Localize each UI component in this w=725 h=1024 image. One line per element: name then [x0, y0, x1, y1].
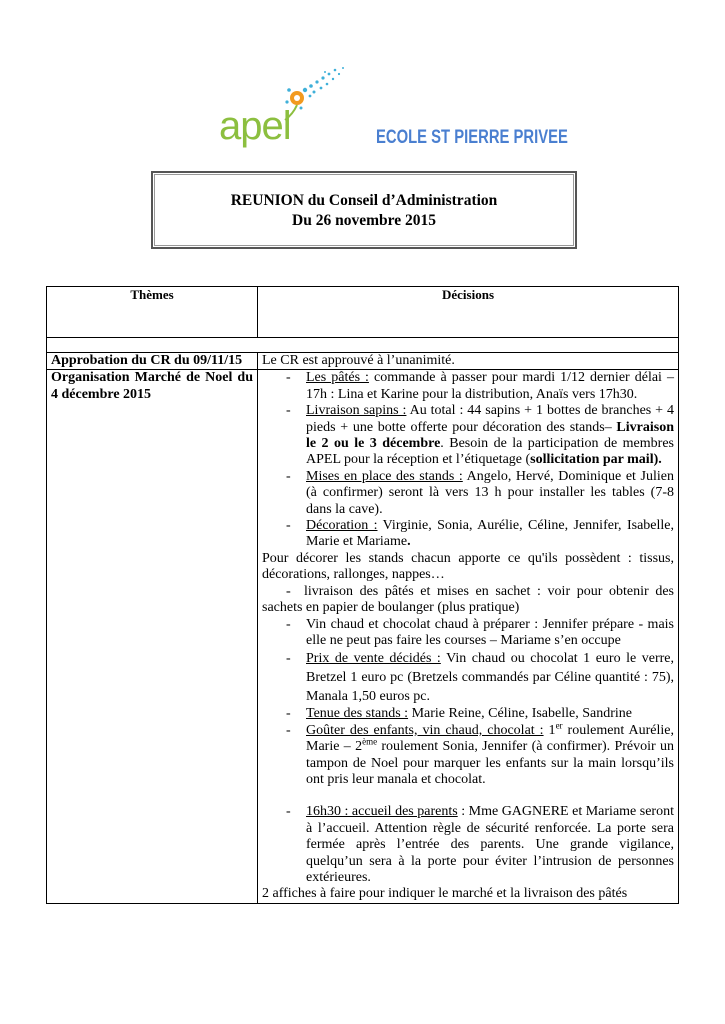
table-row [47, 353, 679, 370]
list-item: - Les pâtés : commande à passer pour mardi 1/12 dernier délai – 17h : Lina et Karine pour la distribution, Anaïs vers 17h30. [262, 370, 674, 403]
theme-cell: Approbation du CR du 09/11/15 [47, 353, 258, 370]
theme-text: Organisation Marché de Noel du 4 décembre 2015 [51, 370, 253, 402]
list-item: - 16h30 : accueil des parents : Mme GAGNERE et Mariame seront à l’accueil. Attention règle de sécurité renforcée. La porte sera fermée après l’entrée des parents. Une grande vigilance, quelqu’un sera à la porte pour éviter l’intrusion de personnes extérieures. [262, 804, 674, 886]
list-item: - Tenue des stands : Marie Reine, Céline, Isabelle, Sandrine [262, 706, 674, 722]
list-item: - - livraison des pâtés et mises en sachet : voir pour obtenir des sachets en papier de boulanger (plus pratique) [262, 584, 674, 617]
header-themes: Thèmes [47, 287, 258, 338]
minutes-table [46, 286, 679, 904]
decision-cell: Le CR est approuvé à l’unanimité. [258, 353, 679, 370]
logo-text: apel [219, 104, 291, 148]
list-item: - Mises en place des stands : Angelo, Hervé, Dominique et Julien (à confirmer) seront là vers 13 h pour installer les tables (7-8 dans la cave). [262, 469, 674, 518]
list-item: - Vin chaud et chocolat chaud à préparer : Jennifer prépare - mais elle ne peut pas faire les courses – Mariame s’en occupe [262, 617, 674, 650]
title-box [151, 171, 577, 249]
title-line2: Du 26 novembre 2015 [292, 212, 436, 229]
table-header-row [47, 287, 679, 338]
spacer [262, 788, 674, 804]
decision-list [262, 370, 674, 550]
table-row [47, 370, 679, 903]
decision-list [262, 584, 674, 789]
title-line1: REUNION du Conseil d’Administration [230, 192, 498, 209]
paragraph: 2 affiches à faire pour indiquer le marché et la livraison des pâtés [262, 886, 628, 902]
table-spacer-row [47, 338, 679, 353]
list-item: - Prix de vente décidés : Vin chaud ou chocolat 1 euro le verre, Bretzel 1 euro pc (Bretzels commandés par Céline quantité : 75), Manala 1,50 euros pc. [262, 649, 674, 706]
school-name: ECOLE ST PIERRE PRIVEE [376, 127, 568, 148]
header-decisions: Décisions [258, 287, 679, 338]
apel-logo [215, 62, 355, 157]
list-item: - Décoration : Virginie, Sonia, Aurélie, Céline, Jennifer, Isabelle, Marie et Mariame. [262, 518, 674, 551]
paragraph: Pour décorer les stands chacun apporte ce qu'ils possèdent : tissus, décorations, rallonges, nappes… [262, 550, 674, 583]
list-item: - Goûter des enfants, vin chaud, chocolat : 1er roulement Aurélie, Marie – 2ème roulement Sonia, Jennifer (à confirmer). Prévoir un tampon de Noel pour marquer les enfants sur la main lorsqu’ils ont pris leur manala et chocolat. [262, 723, 674, 789]
theme-cell [47, 370, 258, 903]
list-item: - Livraison sapins : Au total : 44 sapins + 1 bottes de branches + 4 pieds + une botte offerte pour décoration des stands– Livraison le 2 ou le 3 décembre. Besoin de la participation de membres APEL pour la réception et l’étiquetage (sollicitation par mail). [262, 403, 674, 469]
decision-list [262, 804, 674, 886]
decision-cell [258, 370, 679, 903]
